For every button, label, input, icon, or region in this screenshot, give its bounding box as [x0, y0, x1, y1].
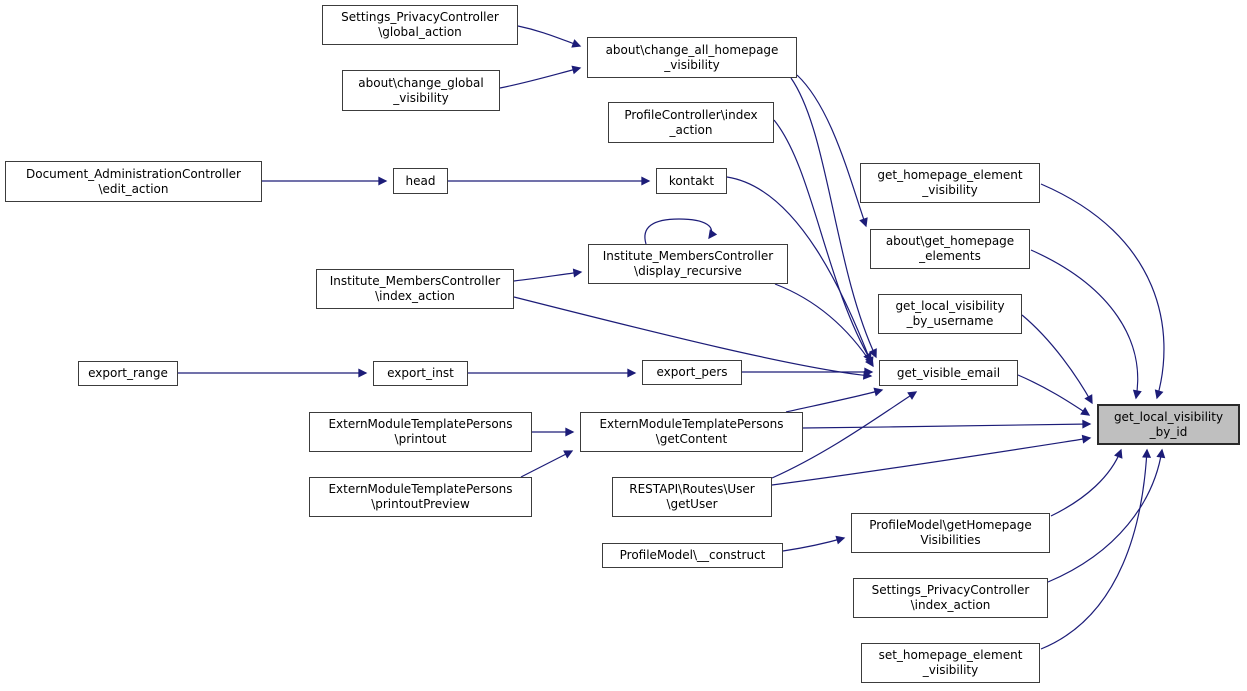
node-label-line: about\get_homepage — [885, 234, 1015, 248]
edge-about_get_homepage_elements-to-get_local_visibility_by_id — [1031, 250, 1138, 398]
graph-node-extern_module_printout[interactable] — [309, 412, 532, 452]
node-label-line: _action — [669, 122, 713, 137]
node-label-line: set_homepage_element — [878, 648, 1023, 662]
graph-node-about_change_global_visibility[interactable] — [342, 70, 500, 111]
node-label-line: about\change_all_homepage — [605, 42, 779, 57]
edge-extern_module_get_content-to-get_visible_email — [786, 390, 882, 412]
graph-node-extern_module_printout_preview[interactable] — [309, 477, 532, 517]
graph-node-kontakt[interactable] — [656, 168, 727, 194]
edge-institute_members_display_recursive-to-institute_members_display_recursive — [645, 219, 712, 244]
node-label-line: export_range — [88, 366, 168, 380]
graph-node-restapi_routes_user_get_user[interactable] — [612, 477, 772, 517]
graph-node-settings_privacy_global_action[interactable] — [322, 5, 518, 45]
node-label-line: Settings_PrivacyController — [871, 583, 1030, 597]
node-label-line: export_pers — [656, 365, 728, 379]
node-label-line: _elements — [919, 249, 981, 263]
edge-about_change_global_visibility-to-about_change_all_homepage_visibility — [500, 68, 580, 88]
edge-profile_controller_index_action-to-get_visible_email — [774, 120, 871, 361]
node-label-line: ExternModuleTemplatePersons — [599, 417, 784, 431]
graph-node-get_local_visibility_by_id — [1097, 404, 1240, 445]
graph-node-get_visible_email[interactable] — [879, 360, 1018, 386]
node-label-line: get_homepage_element — [877, 168, 1023, 182]
edge-institute_members_display_recursive-to-get_visible_email — [775, 284, 873, 366]
edge-institute_members_index_action-to-institute_members_display_recursive — [514, 272, 581, 281]
graph-node-export_pers[interactable] — [642, 360, 742, 385]
node-label-line: \getUser — [666, 497, 718, 511]
graph-node-get_homepage_element_visibility[interactable] — [860, 163, 1040, 203]
node-label-line: Visibilities — [920, 533, 981, 547]
node-label-line: get_local_visibility — [895, 299, 1005, 313]
graph-node-profile_controller_index_action[interactable] — [608, 102, 774, 143]
node-label-line: ProfileModel\__construct — [619, 548, 766, 562]
graph-node-get_local_visibility_by_username[interactable] — [878, 294, 1022, 334]
node-label-line: _visibility — [664, 57, 720, 72]
node-label-line: Institute_MembersController — [602, 249, 774, 263]
graph-node-profile_model_construct[interactable] — [602, 543, 783, 568]
node-label-line: ExternModuleTemplatePersons — [328, 482, 513, 496]
graph-node-institute_members_index_action[interactable] — [316, 269, 514, 309]
edge-extern_module_get_content-to-get_local_visibility_by_id — [803, 424, 1090, 428]
graph-node-export_range[interactable] — [78, 361, 178, 386]
edge-extern_module_printout_preview-to-extern_module_get_content — [521, 451, 572, 477]
node-label-line: \edit_action — [98, 181, 169, 196]
graph-node-export_inst[interactable] — [373, 361, 468, 386]
node-label-line: ProfileController\index — [624, 107, 758, 122]
graph-node-profile_model_get_homepage_visibilities[interactable] — [851, 513, 1050, 553]
node-label-line: _visibility — [922, 663, 979, 677]
graph-node-head[interactable] — [393, 168, 448, 194]
edge-restapi_routes_user_get_user-to-get_local_visibility_by_id — [772, 438, 1090, 485]
node-label-line: _visibility — [922, 183, 978, 197]
node-label-line: RESTAPI\Routes\User — [629, 482, 755, 496]
node-label-line: \printoutPreview — [371, 497, 470, 511]
graph-node-set_homepage_element_visibility[interactable] — [861, 643, 1040, 683]
node-label-line: _by_username — [906, 314, 994, 328]
node-label-line: ProfileModel\getHomepage — [869, 518, 1032, 532]
edge-set_homepage_element_visibility-to-get_local_visibility_by_id — [1041, 450, 1147, 649]
node-label-line: Settings_PrivacyController — [341, 10, 499, 24]
node-label-line: \global_action — [378, 25, 462, 39]
node-label-line: get_visible_email — [896, 365, 1001, 380]
edge-settings_privacy_global_action-to-about_change_all_homepage_visibility — [518, 26, 580, 46]
node-label-line: Institute_MembersController — [329, 274, 501, 288]
node-label-line: _by_id — [1149, 424, 1188, 439]
edge-get_local_visibility_by_username-to-get_local_visibility_by_id — [1022, 315, 1092, 403]
node-label-line: Document_AdministrationController — [25, 166, 241, 181]
edge-profile_model_get_homepage_visibilities-to-get_local_visibility_by_id — [1051, 450, 1121, 516]
node-label-line: \index_action — [910, 598, 991, 612]
edge-get_homepage_element_visibility-to-get_local_visibility_by_id — [1041, 184, 1164, 398]
node-label-line: about\change_global — [358, 75, 484, 90]
node-label-line: export_inst — [387, 366, 454, 380]
node-label-line: kontakt — [668, 173, 715, 188]
node-label-line: \display_recursive — [634, 264, 742, 278]
node-label-line: ExternModuleTemplatePersons — [328, 417, 513, 431]
edge-profile_model_construct-to-profile_model_get_homepage_visibilities — [783, 538, 844, 551]
graph-node-settings_privacy_index_action[interactable] — [853, 578, 1048, 618]
node-label-line: get_local_visibility — [1113, 409, 1224, 424]
graph-node-about_get_homepage_elements[interactable] — [870, 229, 1030, 269]
node-label-line: _visibility — [393, 90, 449, 105]
node-label-line: \index_action — [375, 289, 455, 303]
node-label-line: \printout — [394, 432, 447, 446]
graph-node-institute_members_display_recursive[interactable] — [588, 244, 788, 284]
node-label-line: \getContent — [655, 432, 728, 446]
graph-node-about_change_all_homepage_visibility[interactable] — [587, 37, 797, 78]
graph-node-extern_module_get_content[interactable] — [580, 412, 803, 452]
node-label-line: head — [405, 173, 436, 188]
graph-node-document_administration_edit_action[interactable] — [5, 161, 262, 202]
